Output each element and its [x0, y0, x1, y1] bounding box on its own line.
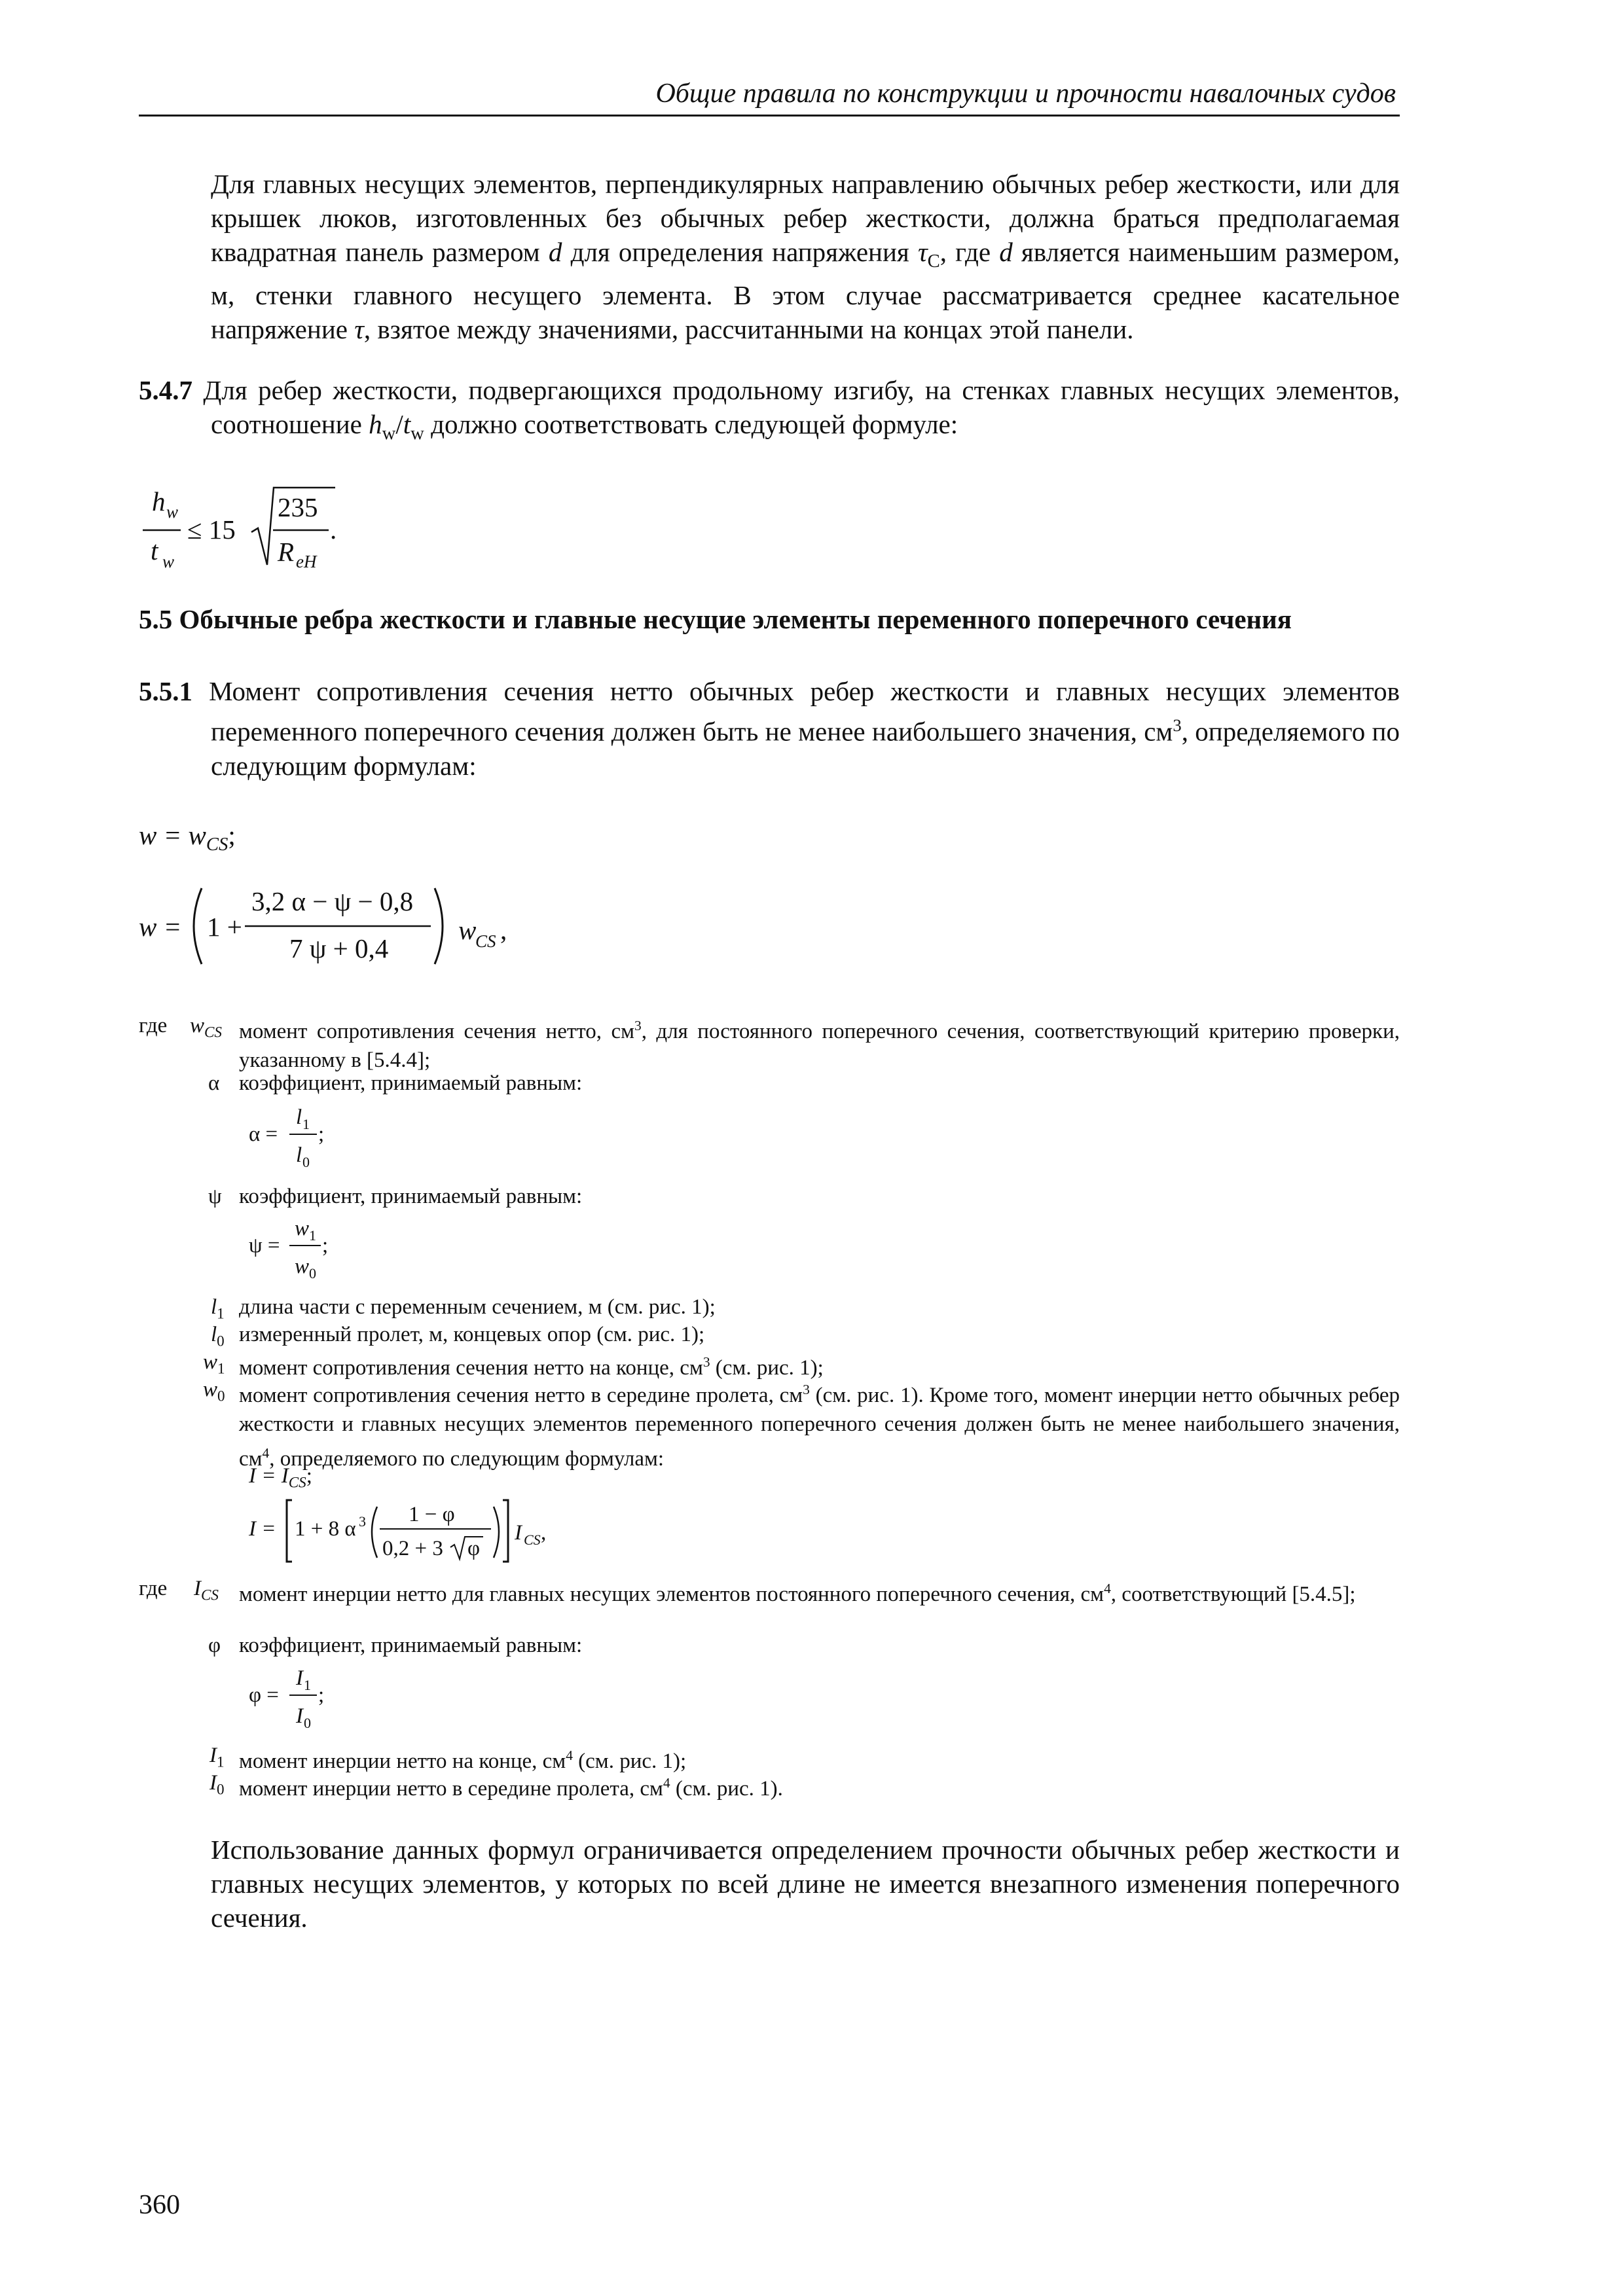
svg-text:w: w — [295, 1255, 310, 1278]
svg-text:3: 3 — [359, 1513, 366, 1530]
svg-text:α =: α = — [249, 1122, 278, 1146]
svg-text:≤ 15: ≤ 15 — [187, 514, 236, 545]
phi-description: коэффициент, принимаемый равным: — [239, 1634, 583, 1657]
symbol-l0: $l_0$ — [211, 1323, 225, 1350]
svg-text:;: ; — [318, 1683, 325, 1707]
svg-text:I: I — [515, 1521, 522, 1545]
symbol-w1: $w_1$ — [203, 1350, 225, 1377]
symbol-w0: $w_0$ — [203, 1378, 225, 1405]
svg-text:eH: eH — [296, 552, 317, 571]
formula-w-variable — [139, 874, 545, 978]
clause-number: 5.5.1 — [139, 676, 192, 706]
svg-text:h: h — [152, 486, 166, 516]
svg-text:w: w — [295, 1217, 310, 1240]
svg-text:1: 1 — [309, 1227, 316, 1244]
svg-text:;: ; — [318, 1122, 325, 1146]
symbol-alpha: α — [208, 1071, 220, 1095]
svg-text:t: t — [151, 535, 158, 565]
I1-description: момент инерции нетто на конце, $см^4$ (см. рис. 1); — [239, 1748, 687, 1773]
I0-description: момент инерции нетто в середине пролета, $см^4$ (см. рис. 1). — [239, 1775, 783, 1801]
svg-text:,: , — [500, 915, 507, 945]
svg-text:R: R — [278, 537, 295, 567]
l0-description: измеренный пролет, м, концевых опор (см. рис. 1); — [239, 1323, 705, 1346]
svg-text:7 ψ + 0,4: 7 ψ + 0,4 — [289, 933, 389, 963]
svg-text:w: w — [458, 915, 477, 945]
symbol-wcs: $w_{CS}$ — [190, 1014, 222, 1041]
svg-text:CS: CS — [524, 1532, 541, 1548]
w0-description: момент сопротивления сечения нетто в середине пролета, $см^3$ (см. рис. 1). Кроме того, момент инерции нетто обычных ребер жесткости и главных несущих элементов переменного поперечного сечения должен быть не менее наибольшего значения, $см^4$, определяемого по следующим формулам: — [239, 1382, 1400, 1471]
svg-text:0: 0 — [302, 1154, 310, 1170]
section-5-5-heading — [139, 602, 1400, 636]
w1-description: момент сопротивления сечения нетто на конце, $см^3$ (см. рис. 1); — [239, 1354, 824, 1380]
intro-paragraph: Для главных несущих элементов, перпендикулярных направлению обычных ребер жесткости, или для крышек люков, изготовленных без обычных ребер жесткости, должна браться предполагаемая квадратная панель размером d для определения напряжения $\tau_C$, где d является наименьшим размером, м, стенки главного несущего элемента. В этом случае рассматривается среднее касательное напряжение τ, взятое между значениями, рассчитанными на концах этой панели. — [211, 169, 1400, 345]
svg-text:0: 0 — [309, 1265, 316, 1282]
svg-text:l: l — [296, 1143, 302, 1167]
svg-text:I =: I = — [249, 1517, 276, 1541]
header-title: Общие правила по конструкции и прочности навалочных судов — [655, 79, 1396, 109]
svg-text:1 + 8 α: 1 + 8 α — [295, 1517, 356, 1541]
svg-text:w =: w = — [139, 912, 182, 942]
svg-text:,: , — [541, 1521, 547, 1545]
svg-text:0: 0 — [304, 1715, 311, 1731]
symbol-I1: $I_1$ — [210, 1744, 225, 1770]
svg-text:ψ =: ψ = — [249, 1234, 280, 1257]
closing-paragraph: Использование данных формул ограничивается определением прочности обычных ребер жесткости и главных несущих элементов, у которых по всей длине не имеется внезапного изменения поперечного сечения. — [211, 1835, 1400, 1933]
clause-number: 5.4.7 — [139, 375, 192, 405]
svg-text:235: 235 — [278, 492, 318, 522]
wcs-description: момент сопротивления сечения нетто, $см^3$, для постоянного поперечного сечения, соответствующий критерию проверки, указанному в [5.4.4]; — [239, 1018, 1400, 1072]
svg-text:1: 1 — [304, 1677, 311, 1693]
section-5-5-1: 5.5.1 Момент сопротивления сечения нетто обычных ребер жесткости и главных несущих элементов переменного поперечного сечения должен быть не менее наибольшего значения, $см^3$, определяемого по следующим формулам: — [139, 676, 1400, 781]
symbol-l1: $l_1$ — [211, 1295, 225, 1322]
formula-I-variable — [249, 1492, 589, 1571]
section-title: Обычные ребра жесткости и главные несущие элементы переменного поперечного сечения — [179, 604, 1292, 634]
svg-text:CS: CS — [475, 931, 496, 951]
Ics-description: момент инерции нетто для главных несущих элементов постоянного поперечного сечения, $см^4$, соответствующий [5.4.5]; — [239, 1581, 1356, 1606]
svg-text:I: I — [296, 1666, 303, 1690]
where-label: где — [139, 1014, 168, 1037]
svg-text:I: I — [296, 1704, 303, 1728]
svg-text:;: ; — [322, 1234, 329, 1257]
where-label-2: где — [139, 1577, 168, 1600]
formula-w-equals-wcs: $w = w_{CS}$; — [139, 820, 236, 855]
formula-phi — [249, 1662, 380, 1734]
svg-text:1: 1 — [302, 1116, 310, 1132]
svg-text:0,2 + 3: 0,2 + 3 — [382, 1537, 443, 1560]
svg-text:.: . — [330, 514, 337, 545]
alpha-description: коэффициент, принимаемый равным: — [239, 1071, 583, 1095]
page-number: 360 — [139, 2190, 180, 2220]
formula-alpha — [249, 1102, 380, 1174]
svg-text:w: w — [166, 502, 179, 522]
svg-text:1 +: 1 + — [207, 912, 242, 942]
formula-I-equals-Ics: $I = I_{CS}$; — [249, 1464, 312, 1491]
running-header — [139, 69, 1400, 117]
symbol-Ics: $I_{CS}$ — [194, 1577, 219, 1604]
svg-text:3,2 α − ψ − 0,8: 3,2 α − ψ − 0,8 — [251, 886, 414, 916]
formula-psi — [249, 1213, 380, 1285]
symbol-I0: $I_0$ — [210, 1771, 225, 1798]
psi-description: коэффициент, принимаемый равным: — [239, 1185, 583, 1208]
symbol-psi: ψ — [208, 1185, 222, 1208]
svg-text:φ =: φ = — [249, 1683, 279, 1707]
symbol-phi: φ — [208, 1634, 221, 1657]
svg-text:1 − φ: 1 − φ — [409, 1503, 455, 1526]
svg-text:l: l — [296, 1105, 302, 1129]
svg-text:w: w — [162, 552, 175, 571]
l1-description: длина части с переменным сечением, м (см. рис. 1); — [239, 1295, 716, 1319]
section-5-4-7: 5.4.7 Для ребер жесткости, подвергающихся продольному изгибу, на стенках главных несущих элементов, соотношение $h_w/t_w$ должно соответствовать следующей формуле: — [139, 375, 1400, 444]
formula-hw-tw — [139, 481, 374, 579]
section-number: 5.5 — [139, 604, 173, 634]
svg-text:φ: φ — [467, 1537, 481, 1560]
